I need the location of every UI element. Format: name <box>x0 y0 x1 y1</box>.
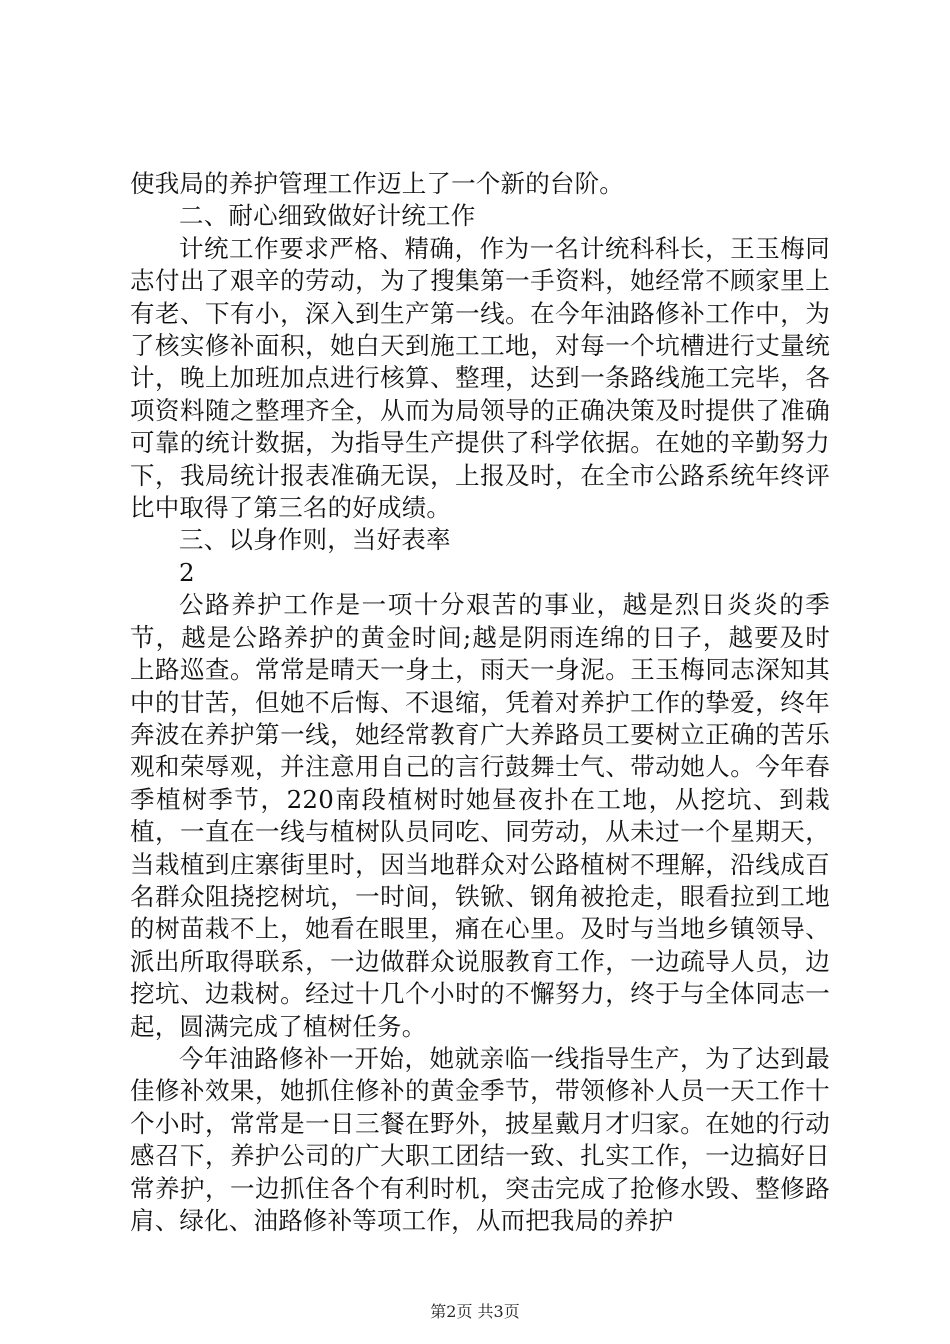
page-footer: 第2页 共3页 <box>430 1302 520 1321</box>
paragraph-road-maintenance: 公路养护工作是一项十分艰苦的事业，越是烈日炎炎的季节，越是公路养护的黄金时间;越是阴雨连绵的日子，越要及时上路巡查。常常是晴天一身土，雨天一身泥。王玉梅同志深知其中的甘苦，但她不后悔、不退缩，凭着对养护工作的挚爱，终年奔波在养护第一线，她经常教育广大养路员工要树立正确的苦乐观和荣辱观，并注意用自己的言行鼓舞士气、带动她人。今年春季植树季节，220南段植树时她昼夜扑在工地，从挖坑、到栽植，一直在一线与植树队员同吃、同劳动，从未过一个星期天，当栽植到庄寨街里时，因当地群众对公路植树不理解，沿线成百名群众阻挠挖树坑，一时间，铁锨、钢角被抢走，眼看拉到工地的树苗栽不上，她看在眼里，痛在心里。及时与当地乡镇领导、派出所取得联系，一边做群众说服教育工作，一边疏导人员，边挖坑、边栽树。经过十几个小时的不懈努力，终于与全体同志一起，圆满完成了植树任务。 <box>130 590 830 1041</box>
section-heading-3: 三、以身作则，当好表率 <box>179 525 451 555</box>
inline-page-number: 2 <box>179 557 195 587</box>
section-heading-2: 二、耐心细致做好计统工作 <box>179 201 476 231</box>
document-body <box>130 168 830 1237</box>
paragraph-road-repair: 今年油路修补一开始，她就亲临一线指导生产，为了达到最佳修补效果，她抓住修补的黄金季节，带领修补人员一天工作十个小时，常常是一日三餐在野外，披星戴月才归家。在她的行动感召下，养护公司的广大职工团结一致、扎实工作，一边搞好日常养护，一边抓住各个有利时机，突击完成了抢修水毁、整修路肩、绿化、油路修补等项工作，从而把我局的养护 <box>130 1043 830 1235</box>
paragraph-continuation: 使我局的养护管理工作迈上了一个新的台阶。 <box>130 169 624 198</box>
paragraph-statistics-work: 计统工作要求严格、精确，作为一名计统科科长，王玉梅同志付出了艰辛的劳动，为了搜集第一手资料，她经常不顾家里上有老、下有小，深入到生产第一线。在今年油路修补工作中，为了核实修补面积，她白天到施工工地，对每一个坑槽进行丈量统计，晚上加班加点进行核算、整理，达到一条路线施工完毕，各项资料随之整理齐全，从而为局领导的正确决策及时提供了准确可靠的统计数据，为指导生产提供了科学依据。在她的辛勤努力下，我局统计报表准确无误，上报及时，在全市公路系统年终评比中取得了第三名的好成绩。 <box>130 233 830 523</box>
